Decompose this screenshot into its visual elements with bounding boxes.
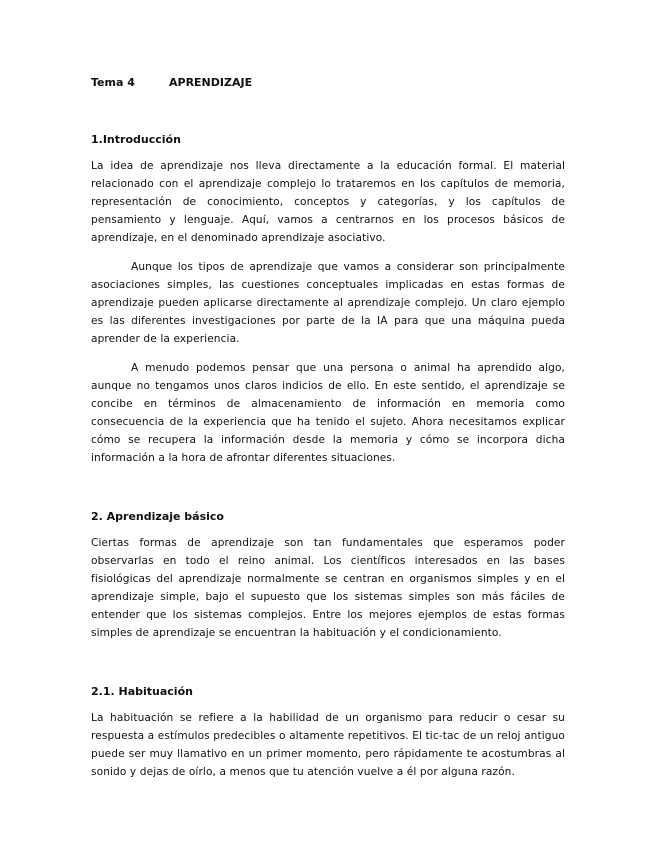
section-title: 2.1. Habituación (91, 685, 193, 698)
paragraph: Ciertas formas de aprendizaje son tan fundamentales que esperamos poder observarlas en todo el reino animal. Los científicos interesados en las bases fisiológicas del aprendizaje normalmente se centran en organismos simples y en el aprendizaje simple, bajo el supuesto que los sistemas simples son más fáciles de entender que los sistemas complejos. Entre los mejores ejemplos de estas formas simples de aprendizaje se encuentran la habituación y el condicionamiento. (91, 537, 565, 639)
section-introduccion (91, 132, 565, 467)
document-header (91, 74, 565, 92)
section-habituacion (91, 684, 565, 781)
paragraph: La idea de aprendizaje nos lleva directamente a la educación formal. El material relacionado con el aprendizaje complejo lo trataremos en los capítulos de memoria, representación de conocimiento, conceptos y categorías, y los capítulos de pensamiento y lenguaje. Aquí, vamos a centrarnos en los procesos básicos de aprendizaje, en el denominado aprendizaje asociativo. (91, 160, 565, 244)
section-title: 2. Aprendizaje básico (91, 510, 224, 523)
section-title: 1.Introducción (91, 133, 181, 146)
paragraph: La habituación se refiere a la habilidad de un organismo para reducir o cesar su respuesta a estímulos predecibles o altamente repetitivos. El tic-tac de un reloj antiguo puede ser muy llamativo en un primer momento, pero rápidamente te acostumbras al sonido y dejas de oírlo, a menos que tu atención vuelve a él por alguna razón. (91, 712, 565, 778)
document-page (91, 74, 565, 781)
section-aprendizaje-basico (91, 509, 565, 642)
paragraph: Aunque los tipos de aprendizaje que vamos a considerar son principalmente asociaciones simples, las cuestiones conceptuales implicadas en estas formas de aprendizaje pueden aplicarse directamente al aprendizaje complejo. Un claro ejemplo es las diferentes investigaciones por parte de la IA para que una máquina pueda aprender de la experiencia. (91, 261, 565, 345)
paragraph: A menudo podemos pensar que una persona o animal ha aprendido algo, aunque no tengamos unos claros indicios de ello. En este sentido, el aprendizaje se concibe en términos de almacenamiento de información en memoria como consecuencia de la experiencia que ha tenido el sujeto. Ahora necesitamos explicar cómo se recupera la información desde la memoria y cómo se incorpora dicha información a la hora de afrontar diferentes situaciones. (91, 362, 565, 464)
topic-title: APRENDIZAJE (169, 76, 253, 89)
topic-number: Tema 4 (91, 76, 135, 89)
